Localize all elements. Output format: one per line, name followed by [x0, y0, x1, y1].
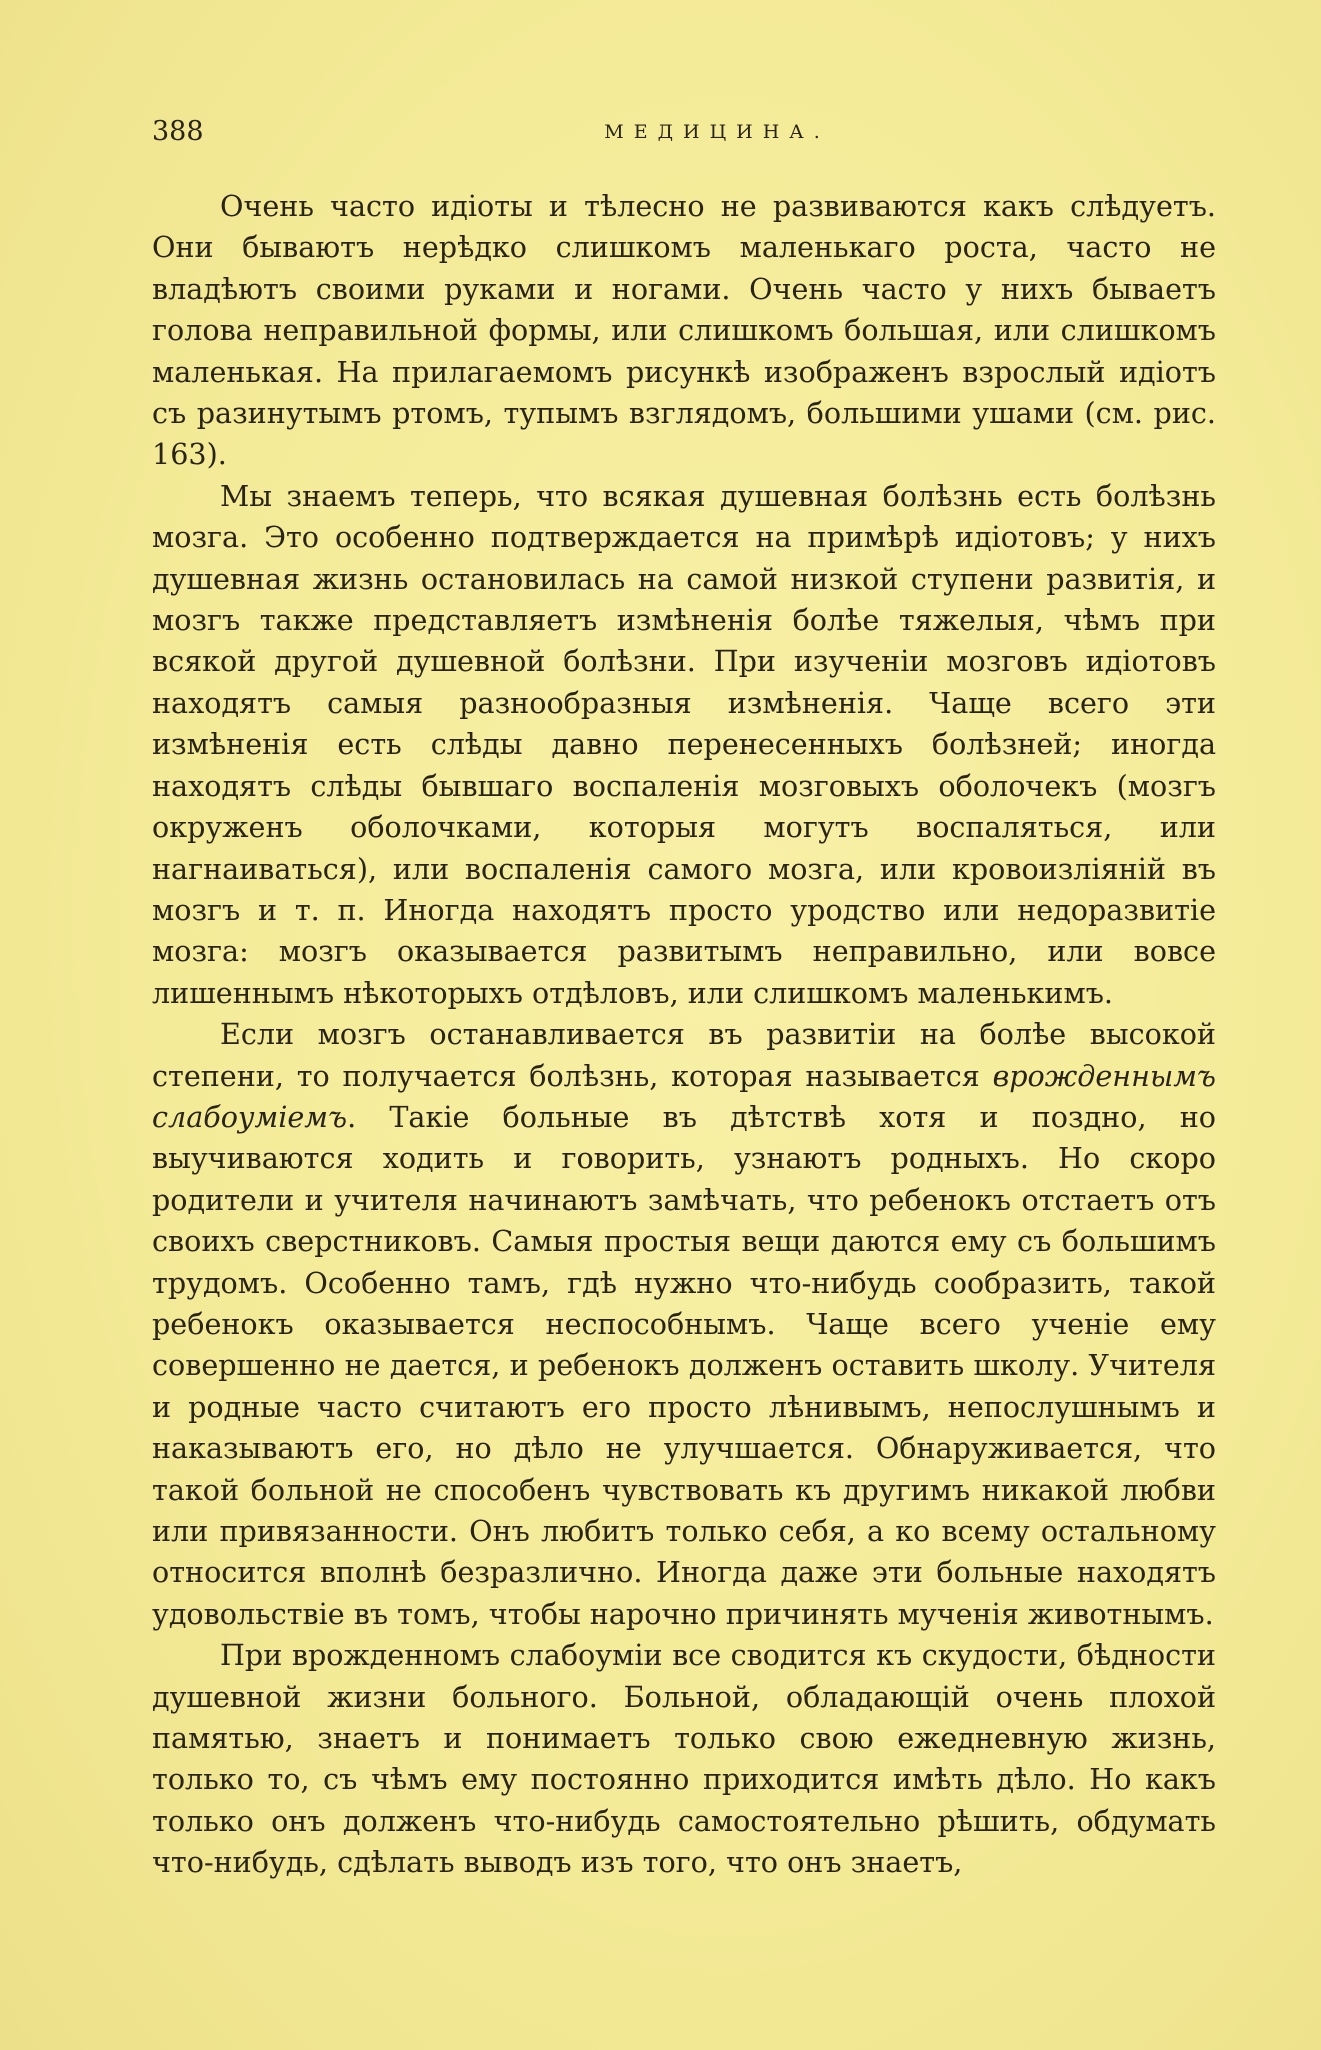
paragraph-2: Мы знаемъ теперь, что всякая душевная болѣзнь есть болѣзнь мозга. Это особенно подтверждается на примѣрѣ идіотовъ; у нихъ душевная жизнь остановилась на самой низкой ступени развитія, и мозгъ также представляетъ измѣненія болѣе тяжелыя, чѣмъ при всякой другой душевной болѣзни. При изученіи мозговъ идіотовъ находятъ самыя разнообразныя измѣненія. Чаще всего эти измѣненія есть слѣды давно перенесенныхъ болѣзней; иногда находятъ слѣды бывшаго воспаленія мозговыхъ оболочекъ (мозгъ окруженъ оболочками, которыя могутъ воспаляться, или нагнаиваться), или воспаленія самого мозга, или кровоизліяній въ мозгъ и т. п. Иногда находятъ просто уродство или недоразвитіе мозга: мозгъ оказывается развитымъ неправильно, или вовсе лишеннымъ нѣкоторыхъ отдѣловъ, или слишкомъ маленькимъ. — [152, 478, 1216, 1010]
page-number: 388 — [152, 116, 204, 147]
running-title: МЕДИЦИНА. — [604, 121, 830, 143]
page-header — [152, 112, 1222, 152]
paragraph-1: Очень часто идіоты и тѣлесно не развиваются какъ слѣдуетъ. Они бываютъ нерѣдко слишкомъ маленькаго роста, часто не владѣютъ своими руками и ногами. Очень часто у нихъ бываетъ голова неправильной формы, или слишкомъ большая, или слишкомъ маленькая. На прилагаемомъ рисункѣ изображенъ взрослый идіотъ съ разинутымъ ртомъ, тупымъ взглядомъ, большими ушами (см. рис. 163). — [152, 189, 1216, 472]
body-text — [152, 186, 1216, 1884]
paragraph-3-text-before: Если мозгъ останавливается въ развитіи на болѣе высокой степени, то получается болѣзнь, которая называется — [152, 1017, 1216, 1093]
paragraph-4: При врожденномъ слабоуміи все сводится къ скудости, бѣдности душевной жизни больного. Больной, обладающій очень плохой памятью, знаетъ и понимаетъ только свою ежедневную жизнь, только то, съ чѣмъ ему постоянно приходится имѣть дѣло. Но какъ только онъ долженъ что-нибудь самостоятельно рѣшить, обдумать что-нибудь, сдѣлать выводъ изъ того, что онъ знаетъ, — [152, 1638, 1216, 1880]
paragraph-3-italic-term: врожденнымъ слабоуміемъ — [152, 1058, 1216, 1134]
paragraph-3-text-after: . Такіе больные въ дѣтствѣ хотя и поздно, но выучиваются ходить и говорить, узнаютъ родныхъ. Но скоро родители и учителя начинаютъ замѣчать, что ребенокъ отстаетъ отъ своихъ сверстниковъ. Самыя простыя вещи даются ему съ большимъ трудомъ. Особенно тамъ, гдѣ нужно что-нибудь сообразить, такой ребенокъ оказывается неспособнымъ. Чаще всего ученіе ему совершенно не дается, и ребенокъ долженъ оставить школу. Учителя и родные часто считаютъ его просто лѣнивымъ, непослушнымъ и наказываютъ его, но дѣло не улучшается. Обнаруживается, что такой больной не способенъ чувствовать къ другимъ никакой любви или привязанности. Онъ любитъ только себя, а ко всему остальному относится вполнѣ безразлично. Иногда даже эти больные находятъ удовольствіе въ томъ, чтобы нарочно причинять мученія животнымъ. — [152, 1099, 1216, 1631]
paragraph-3 — [152, 1014, 1216, 1635]
